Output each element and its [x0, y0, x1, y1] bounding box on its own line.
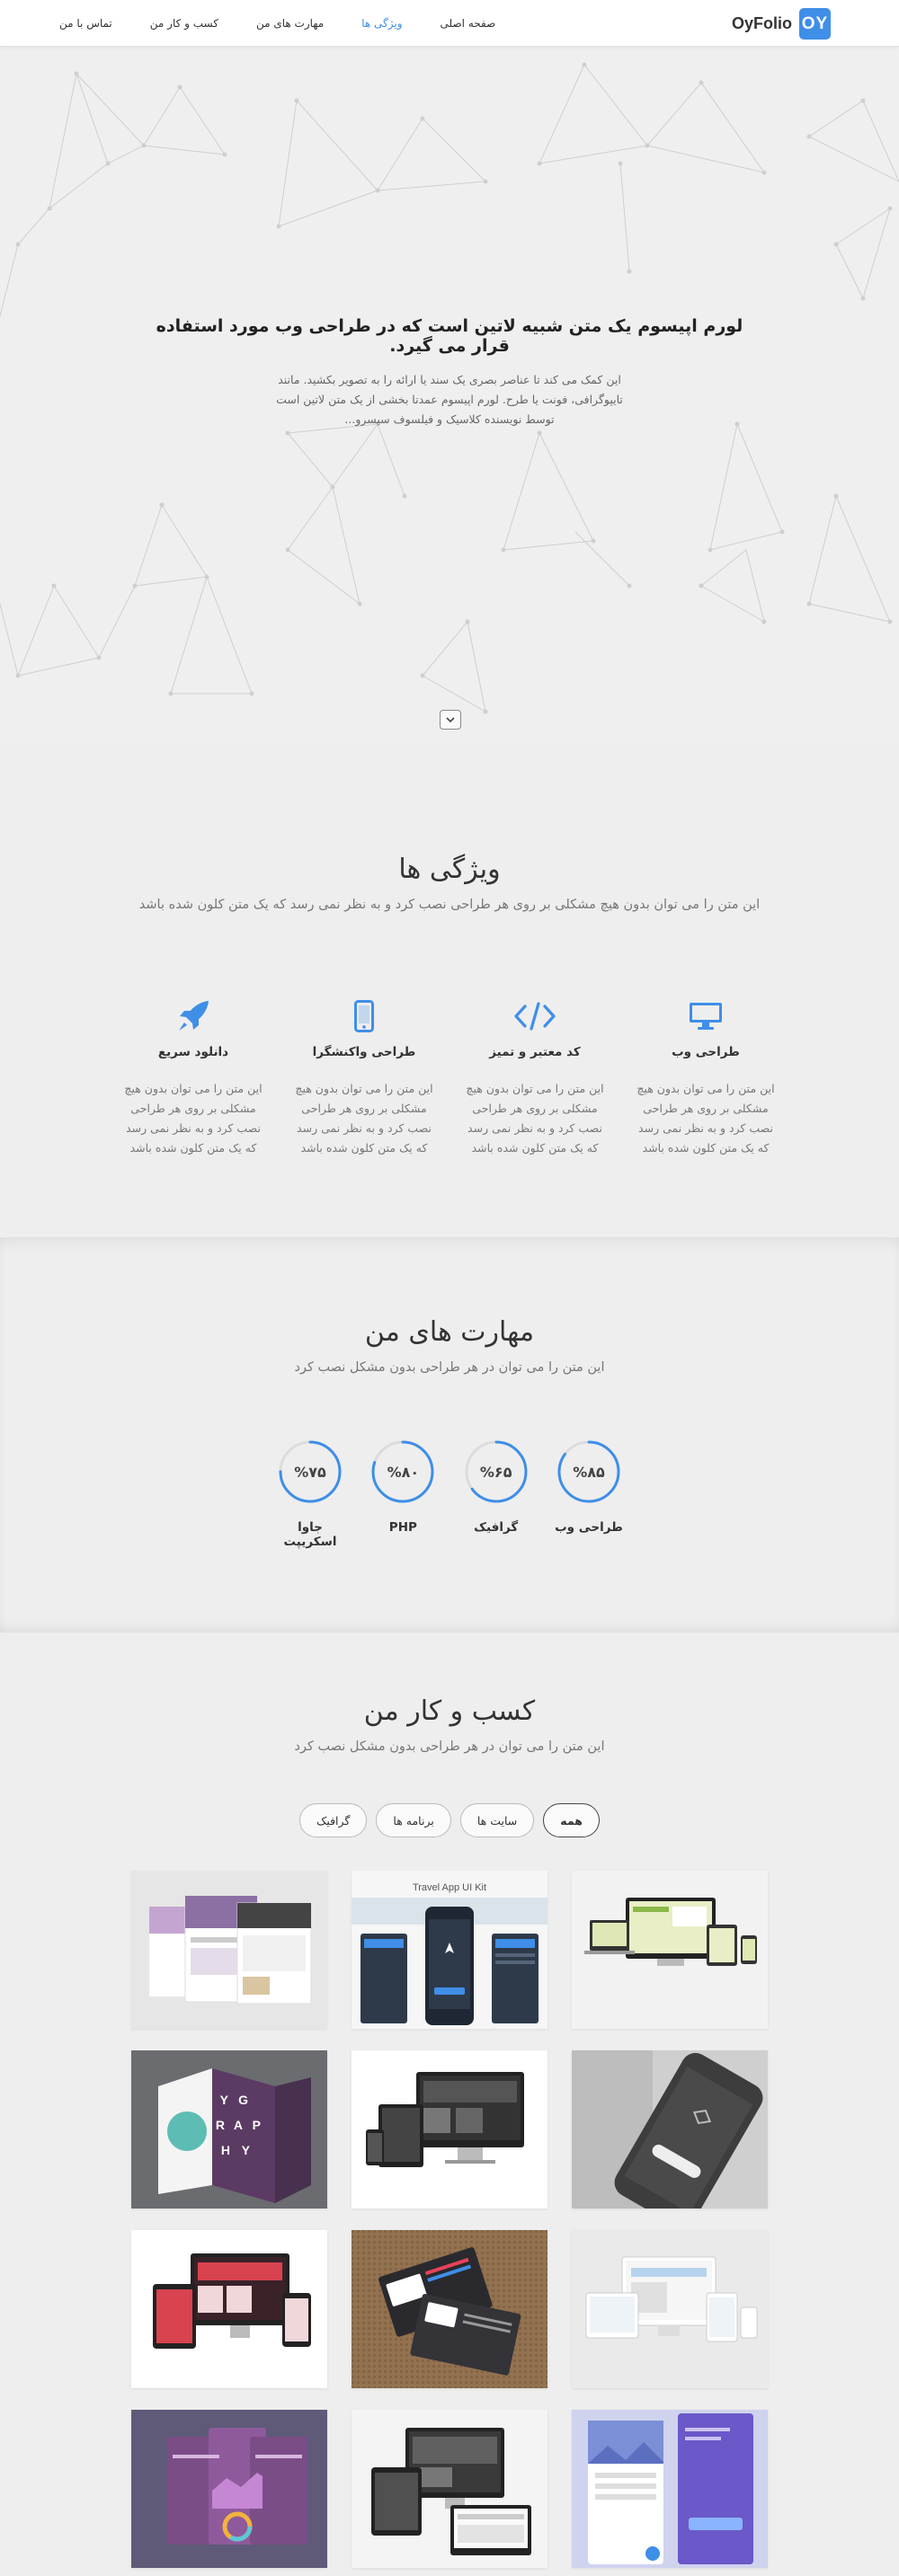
portfolio-thumbnail — [352, 2230, 547, 2388]
skills-section — [0, 1237, 899, 1633]
hero-section — [0, 47, 899, 743]
brochure-letter: R — [215, 2118, 225, 2132]
skill-progress-ring — [278, 1439, 343, 1504]
tile-caption: Travel App UI Kit — [412, 1882, 487, 1893]
skill-percent: %۷۵ — [294, 1463, 326, 1481]
portfolio-thumbnail — [352, 2410, 547, 2568]
skill-progress-ring — [556, 1439, 621, 1504]
skill-percent: %۸۵ — [573, 1463, 605, 1481]
feature-item — [450, 995, 620, 1158]
brochure-letter: P — [252, 2118, 261, 2132]
feature-item — [279, 995, 450, 1158]
skill-label: طراحی وب — [555, 1520, 623, 1535]
portfolio-thumbnail — [572, 2050, 768, 2209]
feature-item — [620, 995, 791, 1158]
hero-title: لورم اپیسوم یک متن شبیه لاتین است که در طراحی وب مورد استفاده قرار می گیرد. — [156, 316, 743, 356]
feature-text: این متن را می توان بدون هیچ مشکلی بر روی هر طراحی نصب کرد و به نظر نمی رسد که یک متن کلون شده باشد — [295, 1082, 433, 1155]
nav-link-contact[interactable]: تماس با من — [59, 17, 112, 30]
filter-sites-button[interactable]: سایت ها — [460, 1803, 534, 1837]
mobile-icon — [354, 1000, 374, 1032]
skill-progress-ring — [370, 1439, 435, 1504]
nav-link-features[interactable]: ویژگی ها — [361, 17, 403, 30]
portfolio-tile-travel-app[interactable] — [352, 1871, 547, 2029]
feature-text: این متن را می توان بدون هیچ مشکلی بر روی هر طراحی نصب کرد و به نظر نمی رسد که یک متن کلون شده باشد — [636, 1082, 775, 1155]
features-list — [108, 995, 791, 1158]
chevron-down-icon — [445, 714, 456, 725]
portfolio-thumbnail — [131, 2230, 327, 2388]
portfolio-filters — [0, 1803, 899, 1837]
skills-title: مهارت های من — [364, 1316, 535, 1348]
portfolio-tile-website-stack[interactable] — [131, 1871, 327, 2029]
features-subtitle: این متن را می توان بدون هیچ مشکلی بر روی هر طراحی نصب کرد و به نظر نمی رسد که یک متن کلون شده باشد — [138, 898, 761, 912]
skill-item — [362, 1439, 443, 1549]
skill-item — [456, 1439, 537, 1549]
portfolio-tile-dark-website[interactable] — [352, 2050, 547, 2209]
brand[interactable] — [732, 8, 831, 40]
skill-percent: %۶۵ — [479, 1463, 512, 1481]
skill-progress-ring — [464, 1439, 529, 1504]
portfolio-thumbnail — [131, 1871, 327, 2029]
code-icon — [513, 1001, 556, 1031]
portfolio-title: کسب و کار من — [363, 1695, 536, 1727]
nav-link-portfolio[interactable]: کسب و کار من — [149, 17, 218, 30]
brochure-letter: A — [233, 2118, 243, 2132]
portfolio-thumbnail — [131, 2050, 327, 2209]
skills-list — [270, 1439, 629, 1549]
portfolio-tile-typography-brochure[interactable] — [131, 2050, 327, 2209]
portfolio-tile-business-cards[interactable] — [352, 2230, 547, 2388]
features-title: ویژگی ها — [398, 854, 501, 885]
skill-label: PHP — [388, 1520, 417, 1535]
skill-item — [548, 1439, 629, 1549]
brochure-letter: H — [220, 2143, 230, 2157]
portfolio-tile-responsive-mockup[interactable] — [572, 1871, 768, 2029]
skill-percent: %۸۰ — [387, 1463, 420, 1481]
nav-link-skills[interactable]: مهارت های من — [255, 17, 325, 30]
skill-label: گرافیک — [474, 1520, 519, 1535]
portfolio-thumbnail — [352, 2050, 547, 2209]
feature-title: کد معتبر و تمیز — [489, 1045, 581, 1059]
portfolio-section — [0, 1633, 899, 2576]
filter-all-button[interactable]: همه — [543, 1803, 600, 1837]
nav-menu — [59, 0, 495, 47]
portfolio-tile-dark-devices[interactable] — [352, 2410, 547, 2568]
feature-text: این متن را می توان بدون هیچ مشکلی بر روی هر طراحی نصب کرد و به نظر نمی رسد که یک متن کلون شده باشد — [466, 1082, 604, 1155]
skill-item — [270, 1439, 351, 1549]
hero-content — [135, 316, 764, 429]
filter-apps-button[interactable]: برنامه ها — [376, 1803, 450, 1837]
filter-graphics-button[interactable]: گرافیک — [299, 1803, 367, 1837]
feature-text: این متن را می توان بدون هیچ مشکلی بر روی هر طراحی نصب کرد و به نظر نمی رسد که یک متن کلون شده باشد — [124, 1082, 263, 1155]
brand-name: OyFolio — [732, 14, 792, 32]
portfolio-tile-red-website[interactable] — [131, 2230, 327, 2388]
brand-logo: OY — [799, 8, 831, 40]
skill-label: جاوا اسکریپت — [283, 1520, 337, 1549]
portfolio-thumbnail — [131, 2410, 327, 2568]
feature-title: دانلود سریع — [157, 1045, 229, 1059]
nav-link-home[interactable]: صفحه اصلی — [440, 17, 496, 30]
monitor-icon — [689, 1002, 723, 1031]
features-section — [0, 743, 899, 1237]
brochure-letter: Y — [241, 2143, 250, 2157]
portfolio-tile-purple-app[interactable] — [131, 2410, 327, 2568]
skills-subtitle: این متن را می توان در هر طراحی بدون مشکل نصب کرد — [294, 1360, 605, 1375]
portfolio-thumbnail — [352, 1871, 547, 2029]
portfolio-subtitle: این متن را می توان در هر طراحی بدون مشکل نصب کرد — [294, 1739, 605, 1754]
portfolio-tile-mobile-ui-purple[interactable] — [572, 2410, 768, 2568]
hero-description: این کمک می کند تا عناصر بصری یک سند یا ارائه را به تصویر بکشید. مانند تایپوگرافی، فونت یا طرح. لورم اپیسوم عمدتا بخشی از یک متن لاتین است توسط نویسنده کلاسیک و فیلسوف سیسرو... — [276, 373, 623, 426]
portfolio-thumbnail — [572, 2410, 768, 2568]
feature-item — [108, 995, 279, 1158]
portfolio-thumbnail — [572, 2230, 768, 2388]
scroll-down-button[interactable] — [440, 710, 461, 730]
portfolio-tile-white-devices[interactable] — [572, 2230, 768, 2388]
feature-title: طراحی واکنشگرا — [312, 1045, 416, 1059]
navbar — [0, 0, 899, 47]
brochure-letter: Y — [219, 2093, 228, 2107]
portfolio-thumbnail — [572, 1871, 768, 2029]
brochure-letter: G — [238, 2093, 248, 2107]
portfolio-tile-phone-mockup[interactable] — [572, 2050, 768, 2209]
feature-title: طراحی وب — [672, 1045, 740, 1059]
rocket-icon — [176, 999, 210, 1033]
